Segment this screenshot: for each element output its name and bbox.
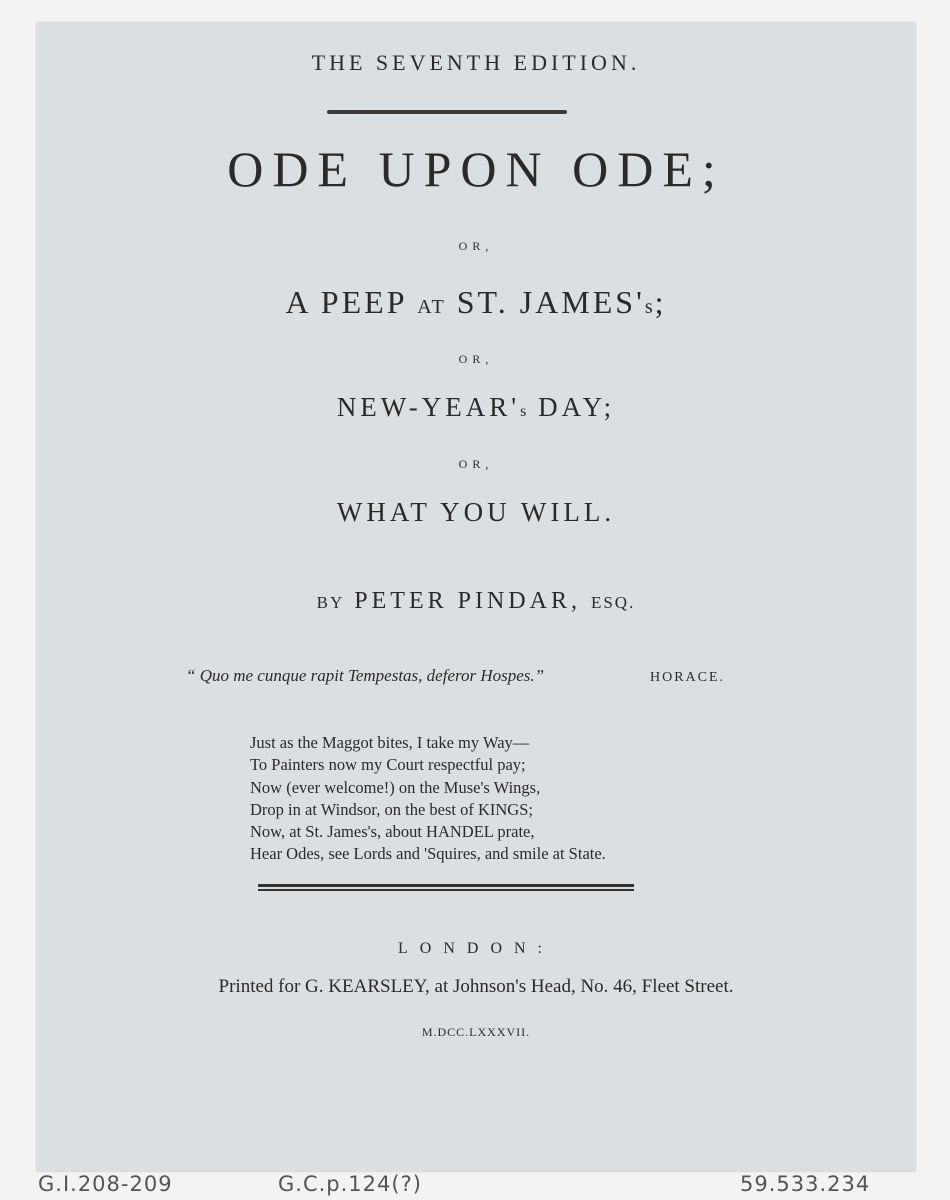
subtitle-what-you-will: WHAT YOU WILL. xyxy=(336,497,616,527)
verse-line: To Painters now my Court respectful pay; xyxy=(250,755,526,775)
byline-name: PETER PINDAR, xyxy=(354,588,581,614)
handwritten-note-left: G.I.208-209 xyxy=(38,1172,173,1196)
verse-block xyxy=(250,732,710,866)
epigraph-quote xyxy=(186,666,646,686)
verse-line: Now (ever welcome!) on the Muse's Wings, xyxy=(250,777,541,797)
subtitle-peep xyxy=(36,284,916,321)
imprint-place: LONDON: xyxy=(398,940,554,957)
edition-heading: THE SEVENTH EDITION. xyxy=(311,50,641,75)
byline-esq: ESQ. xyxy=(590,593,636,612)
subtitle-peep-s: s xyxy=(644,296,655,318)
title-page xyxy=(36,22,916,1172)
or-connector: OR, xyxy=(458,239,494,253)
subtitle-peep-james: JAMES' xyxy=(519,284,645,320)
subtitle-new-year-a: NEW-YEAR' xyxy=(336,392,521,422)
subtitle-peep-a: A PEEP xyxy=(285,284,407,320)
verse-line: Drop in at Windsor, on the best of KINGS; xyxy=(250,799,533,819)
imprint-printer: Printed for G. KEARSLEY, at Johnson's Head, No. 46, Fleet Street. xyxy=(218,976,734,997)
handwritten-note-right: 59.533.234 xyxy=(740,1172,871,1196)
epigraph-author: HORACE. xyxy=(650,670,726,685)
verse-line: Just as the Maggot bites, I take my Way— xyxy=(250,733,530,752)
imprint-rule xyxy=(258,884,634,891)
epigraph-text: “ Quo me cunque rapit Tempestas, deferor Hospes.” xyxy=(186,666,545,685)
subtitle-new-year xyxy=(36,392,916,423)
verse-line: Hear Odes, see Lords and 'Squires, and smile at State. xyxy=(250,844,606,864)
byline-by: BY xyxy=(316,593,345,612)
author-byline xyxy=(36,588,916,615)
handwritten-note-middle: G.C.p.124(?) xyxy=(278,1172,422,1196)
subtitle-new-year-day: DAY; xyxy=(538,392,616,422)
top-rule xyxy=(327,110,567,114)
subtitle-new-year-s: s xyxy=(520,403,528,420)
imprint-date: M.DCC.LXXXVII. xyxy=(421,1025,531,1039)
subtitle-peep-at: AT xyxy=(417,296,446,318)
or-connector: OR, xyxy=(458,457,494,471)
subtitle-peep-st: ST. xyxy=(456,284,509,320)
verse-line: Now, at St. James's, about HANDEL prate, xyxy=(250,822,535,842)
subtitle-peep-semicolon: ; xyxy=(654,284,667,320)
or-connector: OR, xyxy=(458,352,494,366)
main-title: ODE UPON ODE; xyxy=(227,141,725,197)
